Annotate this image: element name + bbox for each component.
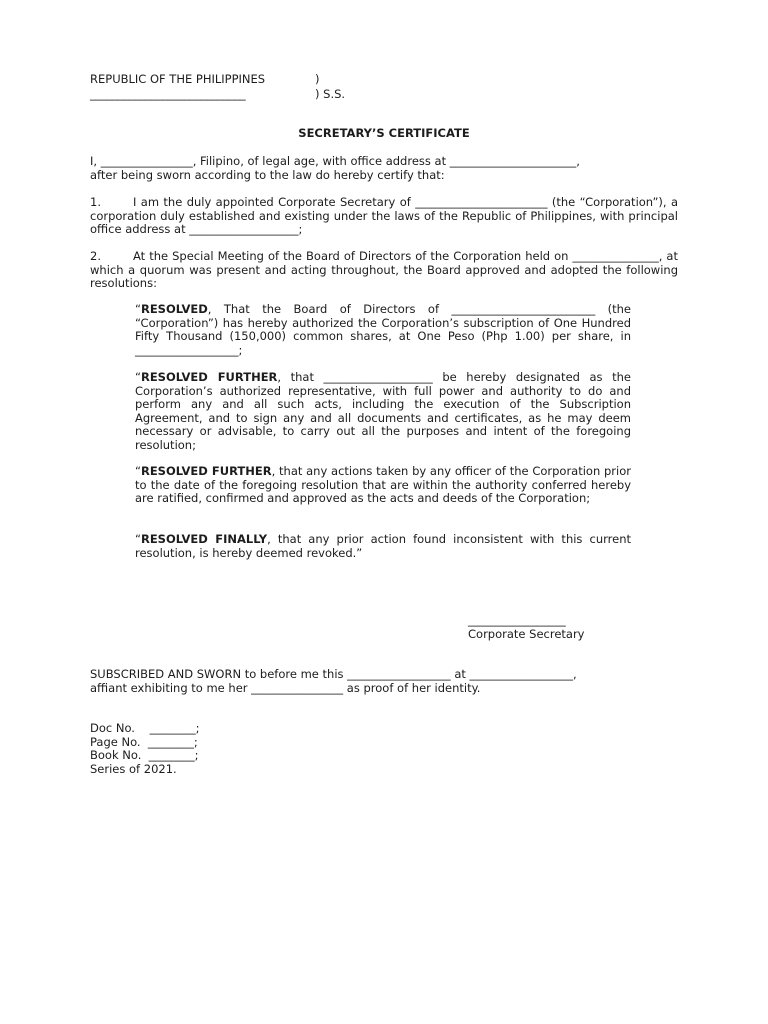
- paragraph-2: [90, 250, 678, 291]
- venue-line2-right: ) S.S.: [315, 87, 346, 101]
- resolution-3-text: , that any actions taken by any officer of the Corporation prior to the date of the foregoing resolution that are within the authority conferred hereby are ratified, confirmed and approved as the acts and deeds of the Corporation;: [135, 464, 631, 506]
- resolution-3-lead: RESOLVED FURTHER: [140, 464, 272, 478]
- page-title: SECRETARY’S CERTIFICATE: [298, 126, 470, 140]
- venue-line2-left: ____________________________: [90, 87, 246, 101]
- resolution-4: “RESOLVED FINALLY, that any prior action found inconsistent with this current resolution, is hereby deemed revoked.”: [135, 532, 632, 560]
- paragraph-2-number: 2.: [90, 249, 101, 263]
- resolution-4-lead: RESOLVED FINALLY: [140, 532, 268, 546]
- resolution-1-lead: RESOLVED: [140, 302, 208, 316]
- doc-no: Doc No. ________;: [90, 721, 200, 735]
- jurat-line-1: SUBSCRIBED AND SWORN to before me this __________________ at __________________,: [90, 667, 577, 681]
- page-no: Page No. ________;: [90, 734, 198, 749]
- intro-line-2: after being sworn according to the law do hereby certify that:: [90, 167, 445, 182]
- notarial-register: [90, 722, 290, 776]
- jurat-line-2: affiant exhibiting to me her ________________ as proof of her identity.: [90, 680, 481, 695]
- paragraph-1-number: 1.: [90, 195, 101, 209]
- paragraph-1-text: I am the duly appointed Corporate Secretary of _______________________ (the “Corporation”), a corporation duly established and existing under the laws of the Republic of Philippines, with principal office address at ___________________;: [90, 195, 678, 237]
- resolution-1: “RESOLVED, That the Board of Directors of _________________________ (the “Corporation”) has hereby authorized the Corporation’s subscription of One Hundred Fifty Thousand (150,000) common shares, at One Peso (Php 1.00) per share, in __________________;: [135, 302, 631, 357]
- paragraph-1: [90, 196, 678, 237]
- signature-line: _________________: [468, 613, 566, 627]
- signature-block: [468, 614, 668, 641]
- paragraph-2-text: At the Special Meeting of the Board of Directors of the Corporation held on _______________, at which a quorum was present and acting throughout, the Board approved and adopted the following resolutions:: [90, 249, 678, 291]
- book-no: Book No. ________;: [90, 748, 199, 763]
- jurat: [90, 668, 680, 695]
- resolution-2-text: , that ___________________ be hereby designated as the Corporation’s authorized representative, with full power and authority to do and perform any and all such acts, including the execution of the Subscription Agreement, and to sign any and all documents and certificates, as he may deem necessary or advisable, to carry out all the purposes and intent of the foregoing resolution;: [135, 370, 631, 452]
- venue-line1-left: REPUBLIC OF THE PHILIPPINES: [90, 72, 266, 86]
- series: Series of 2021.: [90, 761, 177, 776]
- resolution-2-lead: RESOLVED FURTHER: [140, 370, 278, 384]
- resolution-2: “RESOLVED FURTHER, that ___________________ be hereby designated as the Corporation’s authorized representative, with full power and authority to do and perform any and all such acts, including the execution of the Subscription Agreement, and to sign any and all documents and certificates, as he may deem necessary or advisable, to carry out all the purposes and intent of the foregoing resolution;: [135, 370, 631, 452]
- resolution-4-text: , that any prior action found inconsistent with this current resolution, is hereby deemed revoked.”: [135, 532, 632, 560]
- resolution-1-text: , That the Board of Directors of _________________________ (the “Corporation”) has hereby authorized the Corporation’s subscription of One Hundred Fifty Thousand (150,000) common shares, at One Peso (Php 1.00) per share, in __________________;: [135, 302, 631, 357]
- intro-line-1: I, ________________, Filipino, of legal age, with office address at ______________________,: [90, 154, 580, 168]
- signature-label: Corporate Secretary: [468, 626, 585, 641]
- venue-line1-right: ): [315, 72, 320, 86]
- resolution-3: “RESOLVED FURTHER, that any actions taken by any officer of the Corporation prior to the date of the foregoing resolution that are within the authority conferred hereby are ratified, confirmed and approved as the acts and deeds of the Corporation;: [135, 464, 631, 506]
- intro: [90, 155, 680, 182]
